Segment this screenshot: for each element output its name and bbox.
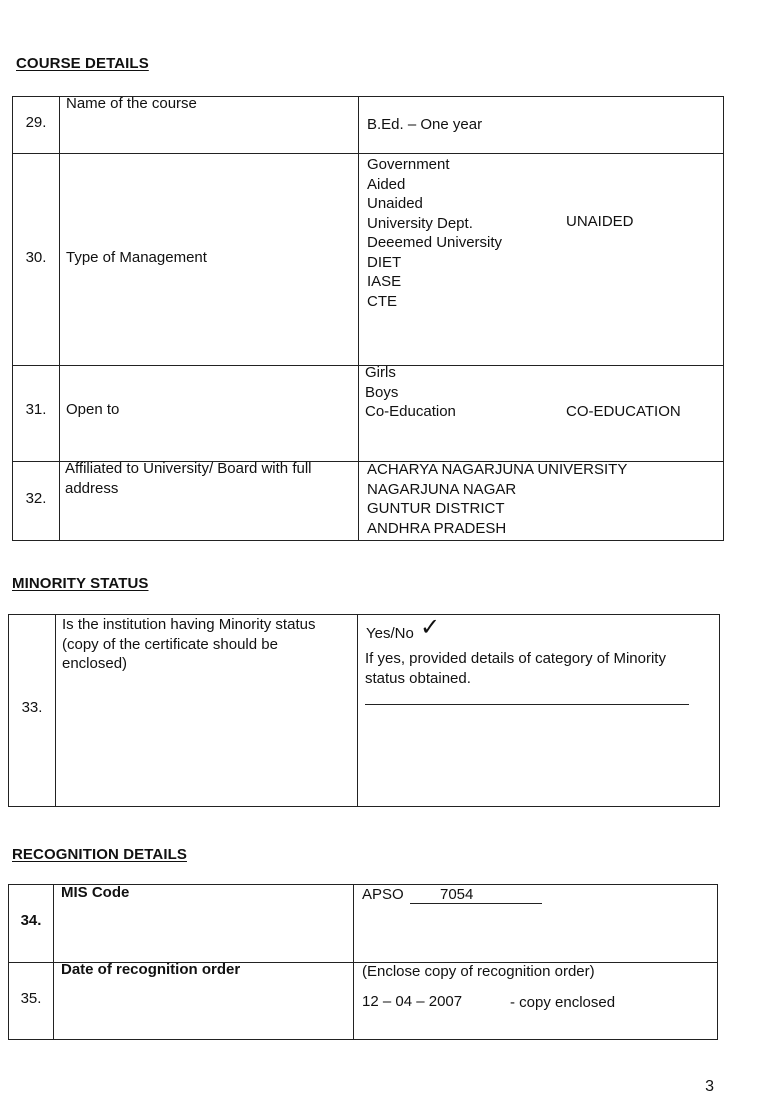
option-co-education: Co-Education	[365, 403, 456, 420]
row-number: 34.	[20, 912, 42, 929]
address-line: ANDHRA PRADESH	[367, 519, 507, 537]
course-details-heading: COURSE DETAILS	[16, 55, 149, 72]
management-type-label: Type of Management	[66, 249, 207, 266]
value-cell	[354, 963, 718, 1040]
minority-question-label: Is the institution having Minority status (copy of the certificate should be enclosed)	[62, 616, 316, 672]
option-cte: CTE	[367, 292, 397, 310]
option-unaided: Unaided	[367, 195, 423, 212]
row-number: 32.	[25, 490, 47, 507]
row-number-cell	[13, 97, 60, 154]
minority-status-heading: MINORITY STATUS	[12, 575, 149, 592]
recognition-details-table	[8, 884, 718, 1040]
value-cell	[359, 97, 724, 154]
management-selected-value: UNAIDED	[566, 213, 634, 230]
label-cell	[54, 885, 354, 963]
mis-code-field	[410, 886, 542, 904]
option-aided: Aided	[367, 175, 406, 193]
recognition-date-value: 12 – 04 – 2007	[362, 993, 463, 1010]
course-name-label: Name of the course	[66, 95, 197, 112]
value-cell	[359, 154, 724, 366]
label-cell	[56, 615, 358, 807]
option-boys: Boys	[365, 383, 399, 401]
copy-enclosed-remark: - copy enclosed	[510, 994, 616, 1011]
label-cell	[54, 963, 354, 1040]
answer-blank-line	[365, 704, 689, 705]
row-number-cell	[9, 615, 56, 807]
label-cell	[60, 462, 359, 541]
row-number: 29.	[25, 114, 47, 131]
row-number-cell	[9, 885, 54, 963]
value-cell	[358, 615, 720, 807]
table-row-31	[13, 366, 724, 462]
row-number-cell	[13, 154, 60, 366]
course-name-value: B.Ed. – One year	[367, 116, 483, 133]
minority-detail-text: If yes, provided details of category of Minority status obtained.	[365, 650, 666, 687]
yes-no-option: Yes/No	[366, 625, 414, 642]
table-row-33	[9, 615, 720, 807]
row-number: 31.	[25, 401, 47, 418]
course-details-table	[12, 96, 724, 541]
value-cell	[354, 885, 718, 963]
label-cell	[60, 154, 359, 366]
open-to-selected-value: CO-EDUCATION	[566, 403, 681, 420]
address-line: NAGARJUNA NAGAR	[367, 480, 517, 498]
management-options-list	[367, 155, 502, 311]
row-number-cell	[13, 462, 60, 541]
affiliation-label: Affiliated to University/ Board with full address	[65, 460, 312, 497]
row-number: 30.	[25, 249, 47, 266]
value-cell	[359, 366, 724, 462]
affiliation-address	[367, 460, 627, 538]
row-number-cell	[13, 366, 60, 462]
checkmark-icon: ✓	[420, 613, 441, 641]
recognition-date-label: Date of recognition order	[61, 961, 241, 978]
row-number: 33.	[21, 699, 43, 716]
open-to-label: Open to	[66, 401, 120, 418]
table-row-34	[9, 885, 718, 963]
page-number: 3	[705, 1078, 714, 1095]
label-cell	[60, 366, 359, 462]
option-iase: IASE	[367, 273, 402, 290]
mis-code-label: MIS Code	[61, 884, 130, 901]
value-cell	[359, 462, 724, 541]
row-number-cell	[9, 963, 54, 1040]
table-row-30	[13, 154, 724, 366]
option-deemed-university: Deeemed University	[367, 234, 503, 251]
mis-code-value: 7054	[440, 886, 474, 903]
table-row-32	[13, 462, 724, 541]
label-cell	[60, 97, 359, 154]
option-girls: Girls	[365, 364, 396, 381]
enclose-note: (Enclose copy of recognition order)	[362, 963, 595, 980]
option-government: Government	[367, 156, 450, 173]
option-diet: DIET	[367, 253, 402, 271]
mis-code-prefix: APSO	[362, 886, 404, 903]
table-row-35	[9, 963, 718, 1040]
address-line: GUNTUR DISTRICT	[367, 500, 505, 517]
minority-status-table	[8, 614, 720, 807]
option-university-dept: University Dept.	[367, 214, 473, 232]
row-number: 35.	[20, 990, 42, 1007]
recognition-details-heading: RECOGNITION DETAILS	[12, 846, 187, 863]
table-row-29	[13, 97, 724, 154]
university-name: ACHARYA NAGARJUNA UNIVERSITY	[367, 461, 628, 478]
open-to-options-list	[365, 363, 456, 422]
